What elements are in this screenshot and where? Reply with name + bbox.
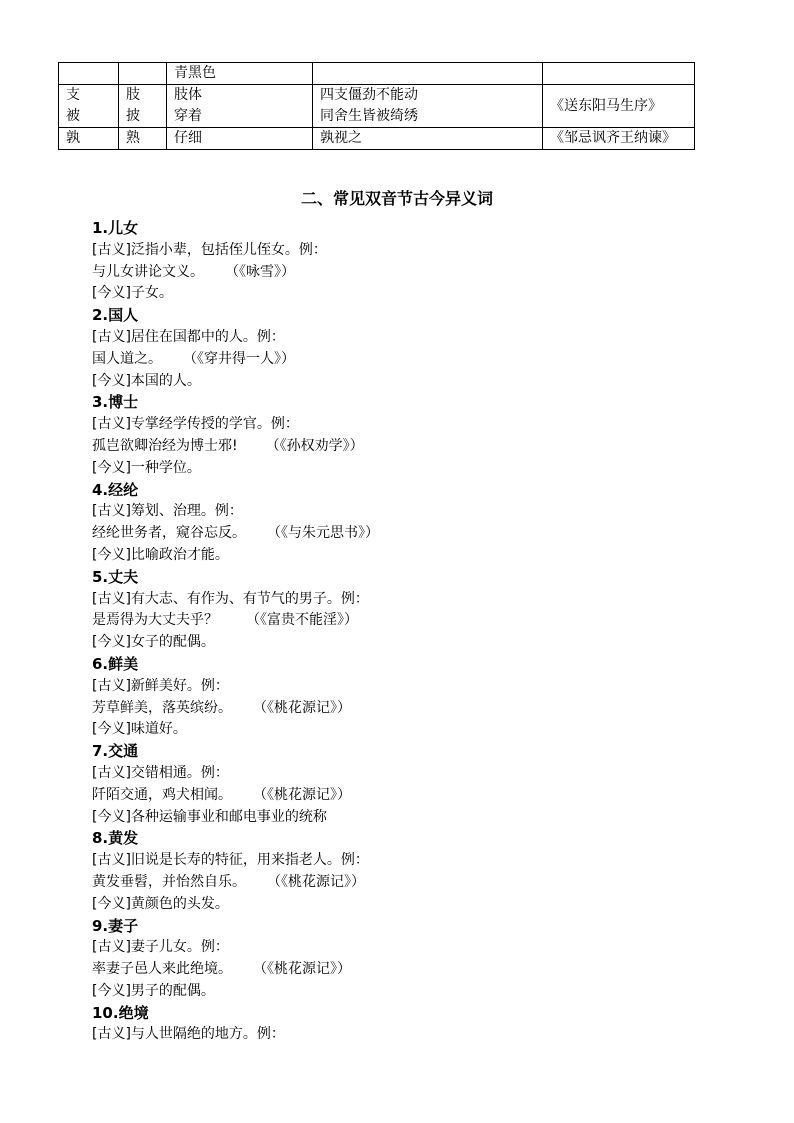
example-text: 与儿女讲论文义。 xyxy=(92,263,204,280)
example-sentence xyxy=(92,523,379,545)
source-citation: （《桃花源记》） xyxy=(260,786,351,803)
entry-title: 3.博士 xyxy=(92,393,139,412)
example-text: 孤岂欲卿治经为博士邪! xyxy=(92,437,238,454)
word-table xyxy=(58,62,695,150)
source-citation: （《孙权劝学》） xyxy=(265,437,364,454)
ancient-meaning: [古义]专掌经学传授的学官。例： xyxy=(92,416,299,433)
ancient-meaning: [古义]旧说是长寿的特征，用来指老人。例： xyxy=(92,852,369,869)
entry-title: 7.交通 xyxy=(92,742,139,761)
source-citation: （《桃花源记》） xyxy=(260,699,351,716)
example-text: 是焉得为大丈夫乎？ xyxy=(92,612,218,629)
example-text: 阡陌交通，鸡犬相闻。 xyxy=(92,786,232,803)
entry-title: 9.妻子 xyxy=(92,916,139,935)
table-cell xyxy=(119,63,167,85)
table-cell: 孰 xyxy=(59,128,119,150)
source-citation: （《富贵不能淫》） xyxy=(246,612,358,629)
ancient-meaning: [古义]新鲜美好。例： xyxy=(92,677,229,694)
table-cell: 孰视之 xyxy=(313,128,543,150)
ancient-meaning: [古义]有大志、有作为、有节气的男子。例： xyxy=(92,590,369,607)
modern-meaning: [今义]本国的人。 xyxy=(92,372,201,389)
example-text: 芳草鲜美，落英缤纷。 xyxy=(92,699,232,716)
source-citation: （《穿井得一人》） xyxy=(190,350,295,367)
table-cell: 《送东阳马生序》 xyxy=(543,85,695,128)
example-text: 经纶世务者，窥谷忘反。 xyxy=(92,525,246,542)
table-row xyxy=(59,85,695,128)
table-row xyxy=(59,128,695,150)
source-citation: （《咏雪》） xyxy=(232,263,295,280)
entry-title: 6.鲜美 xyxy=(92,654,139,673)
ancient-meaning: [古义]泛指小辈，包括侄儿侄女。例： xyxy=(92,241,327,258)
example-sentence xyxy=(92,872,379,894)
table-cell: 肢体 穿着 xyxy=(167,85,313,128)
modern-meaning: [今义]女子的配偶。 xyxy=(92,634,215,651)
entry-title: 1.儿女 xyxy=(92,219,139,237)
modern-meaning: [今义]比喻政治才能。 xyxy=(92,546,229,563)
modern-meaning: [今义]一种学位。 xyxy=(92,459,201,476)
table-cell: 熟 xyxy=(119,128,167,150)
ancient-meaning: [古义]与人世隔绝的地方。例： xyxy=(92,1026,285,1043)
ancient-meaning: [古义]居住在国都中的人。例： xyxy=(92,328,285,345)
modern-meaning: [今义]子女。 xyxy=(92,285,173,302)
example-sentence xyxy=(92,610,379,632)
section-title: 二、常见双音节古今异义词 xyxy=(300,189,493,208)
table-cell: 支 被 xyxy=(59,85,119,128)
source-citation: （《桃花源记》） xyxy=(260,961,351,978)
entry-title: 10.绝境 xyxy=(92,1003,149,1022)
entry-title: 5.丈夫 xyxy=(92,567,139,586)
table-row xyxy=(59,63,695,85)
source-citation: （《与朱元思书》） xyxy=(274,525,379,542)
example-sentence xyxy=(92,436,379,458)
ancient-meaning: [古义]筹划、治理。例： xyxy=(92,503,243,520)
entry-title: 8.黄发 xyxy=(92,829,139,848)
table-cell xyxy=(59,63,119,85)
table-cell: 肢 披 xyxy=(119,85,167,128)
table-cell: 青黑色 xyxy=(167,63,313,85)
modern-meaning: [今义]男子的配偶。 xyxy=(92,982,215,999)
ancient-meaning: [古义]交错相通。例： xyxy=(92,764,229,781)
example-text: 黄发垂髫，并怡然自乐。 xyxy=(92,873,246,890)
table-cell: 《邹忌讽齐王纳谏》 xyxy=(543,128,695,150)
entry-title: 4.经纶 xyxy=(92,480,139,499)
table-cell xyxy=(543,63,695,85)
ancient-meaning: [古义]妻子儿女。例： xyxy=(92,939,229,956)
modern-meaning: [今义]味道好。 xyxy=(92,721,187,738)
example-sentence xyxy=(92,959,379,981)
example-text: 国人道之。 xyxy=(92,350,162,367)
example-text: 率妻子邑人来此绝境。 xyxy=(92,961,232,978)
example-sentence xyxy=(92,262,379,284)
example-sentence xyxy=(92,785,379,807)
example-sentence xyxy=(92,349,379,371)
table-cell xyxy=(313,63,543,85)
modern-meaning: [今义]黄颜色的头发。 xyxy=(92,895,229,912)
source-citation: （《桃花源记》） xyxy=(274,873,365,890)
table-cell: 仔细 xyxy=(167,128,313,150)
table-cell: 四支僵劲不能动 同舍生皆被绮绣 xyxy=(313,85,543,128)
modern-meaning: [今义]各种运输事业和邮电事业的统称 xyxy=(92,808,327,825)
example-sentence xyxy=(92,698,379,720)
entry-title: 2.国人 xyxy=(92,306,139,325)
entry-list xyxy=(92,218,379,1046)
